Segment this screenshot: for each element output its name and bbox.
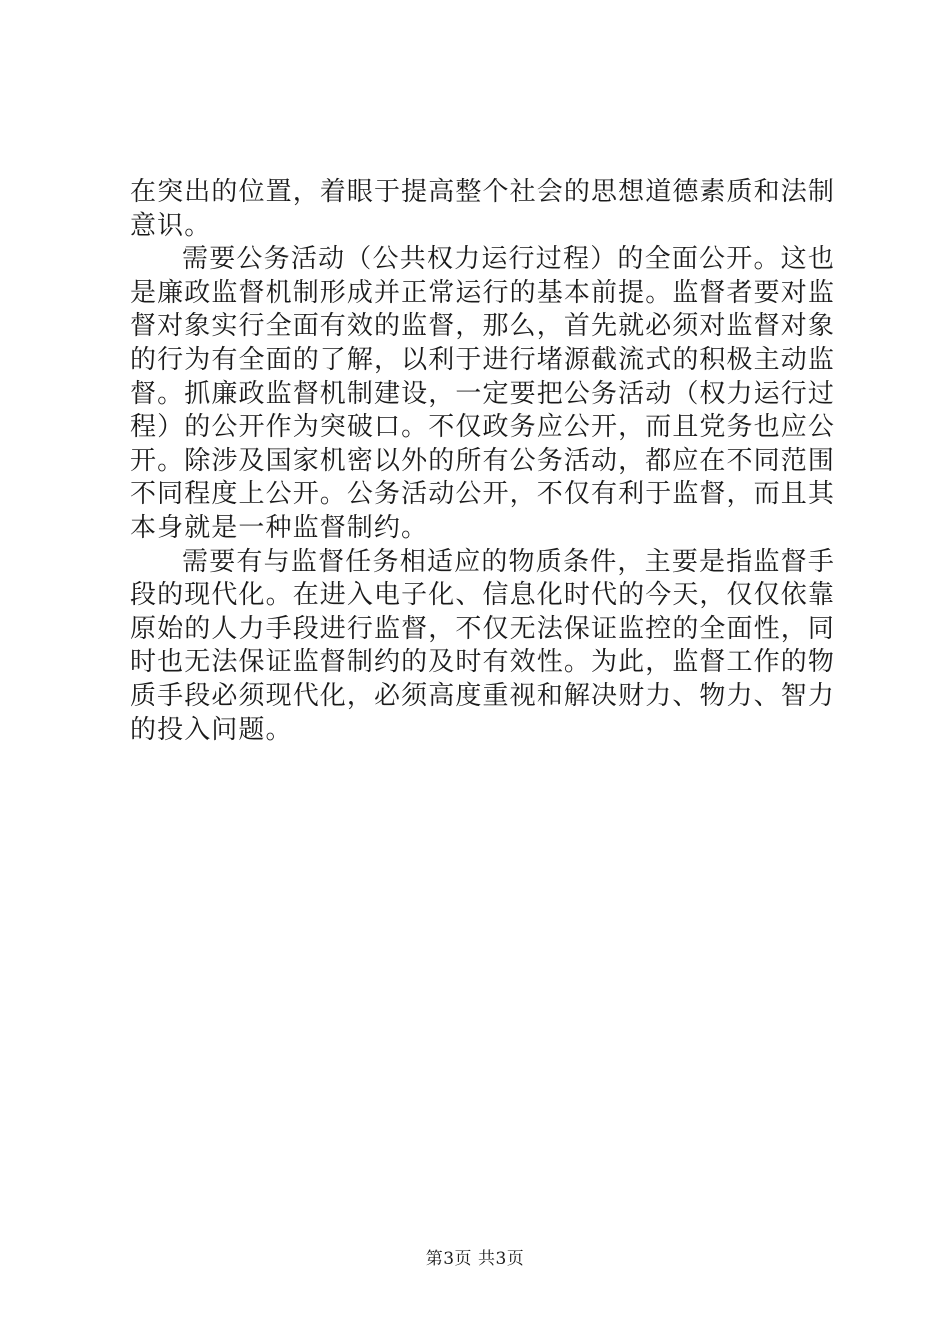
paragraph-continuation: 在突出的位置，着眼于提高整个社会的思想道德素质和法制意识。 — [130, 177, 835, 241]
paragraph-material-conditions: 需要有与监督任务相适应的物质条件，主要是指监督手段的现代化。在进入电子化、信息化时代的今天，仅仅依靠原始的人力手段进行监督，不仅无法保证监控的全面性，同时也无法保证监督制约的及时有效性。为此，监督工作的物质手段必须现代化，必须高度重视和解决财力、物力、智力的投入问题。 — [130, 546, 835, 745]
paragraph-public-affairs: 需要公务活动（公共权力运行过程）的全面公开。这也是廉政监督机制形成并正常运行的基本前提。监督者要对监督对象实行全面有效的监督，那么，首先就必须对监督对象的行为有全面的了解，以利于进行堵源截流式的积极主动监督。抓廉政监督机制建设，一定要把公务活动（权力运行过程）的公开作为突破口。不仅政务应公开，而且党务也应公开。除涉及国家机密以外的所有公务活动，都应在不同范围不同程度上公开。公务活动公开，不仅有利于监督，而且其本身就是一种监督制约。 — [130, 244, 835, 543]
body-text — [130, 176, 835, 747]
page-footer: 第3页 共3页 — [425, 1249, 525, 1269]
